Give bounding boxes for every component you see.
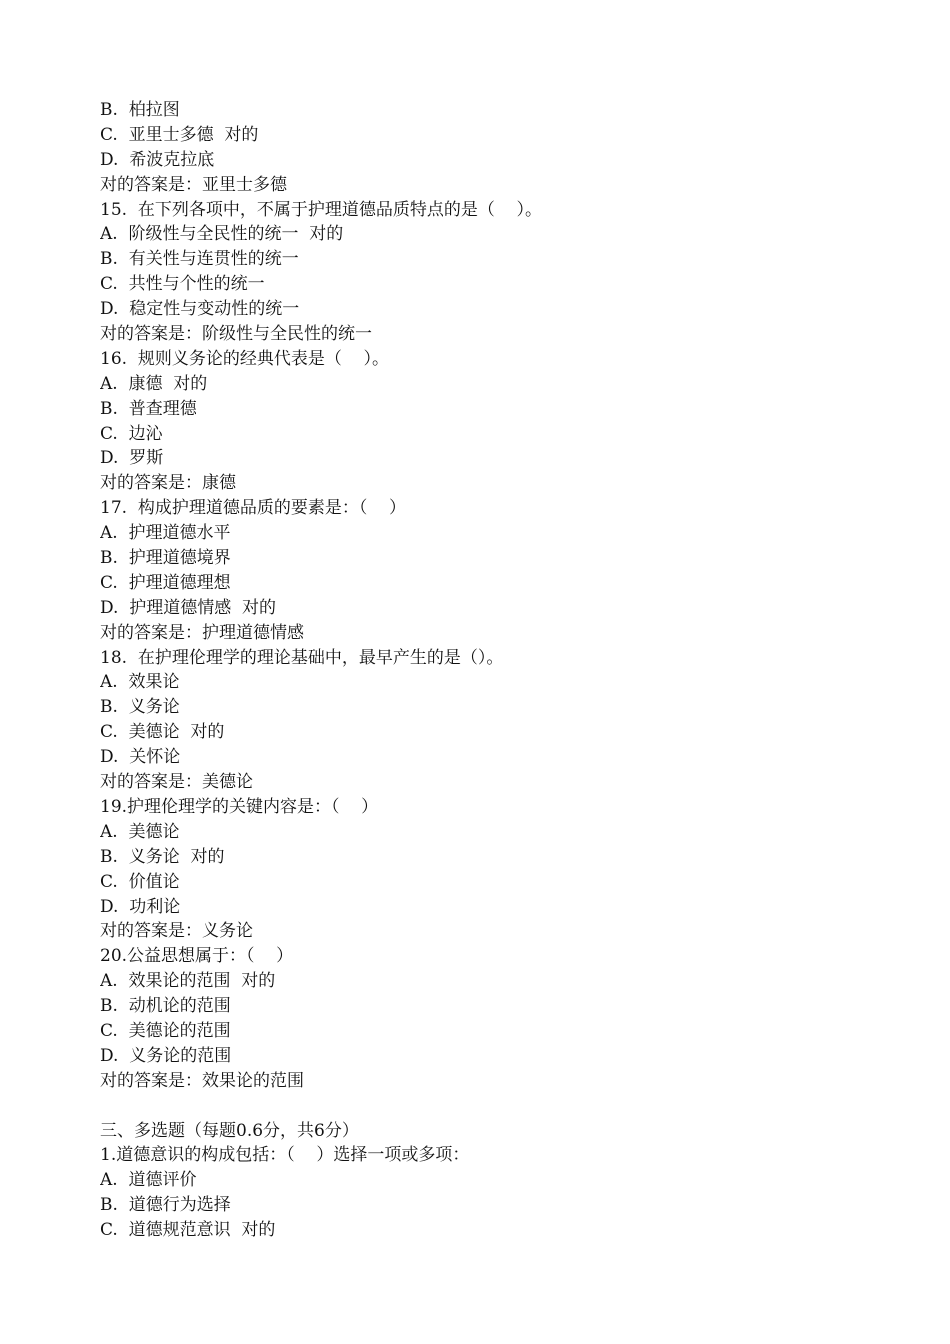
option-a-text: A. 效果论 (100, 672, 180, 693)
answer-text: 对的答案是：护理道德情感 (100, 622, 304, 643)
option-b-text: B. 动机论的范围 (100, 996, 231, 1017)
question-16: 16. 规则义务论的经典代表是（ ）。 (100, 348, 389, 369)
question-20: 20.公益思想属于：（ ） (100, 946, 294, 967)
option-c-text: C. 道德规范意识 对的 (100, 1220, 276, 1241)
option-d-text: D. 义务论的范围 (100, 1045, 232, 1066)
option-b-text: B. 柏拉图 (100, 100, 180, 120)
option-a-text: A. 道德评价 (100, 1170, 197, 1191)
option-d-text: D. 希波克拉底 (100, 149, 215, 170)
option-b-text: B. 普查理德 (100, 398, 197, 419)
answer-text: 对的答案是：阶级性与全民性的统一 (100, 324, 372, 345)
option-c-text: C. 价值论 (100, 871, 180, 892)
answer-text: 对的答案是：效果论的范围 (100, 1070, 304, 1091)
option-b-text: B. 护理道德境界 (100, 548, 231, 569)
answer-text: 对的答案是：亚里士多德 (100, 174, 287, 195)
option-c-text: C. 亚里士多德 对的 (100, 124, 259, 145)
option-a-text: A. 效果论的范围 对的 (100, 971, 276, 992)
option-b-text: B. 义务论 (100, 697, 180, 718)
question-17: 17. 构成护理道德品质的要素是：（ ） (100, 498, 406, 519)
question-1: 1.道德意识的构成包括：（ ）选择一项或多项： (100, 1145, 470, 1166)
option-c-text: C. 美德论 对的 (100, 722, 225, 743)
option-c-text: C. 护理道德理想 (100, 572, 231, 593)
answer-text: 对的答案是：康德 (100, 473, 236, 494)
answer-text: 对的答案是：美德论 (100, 772, 253, 793)
answer-text: 对的答案是：义务论 (100, 921, 253, 942)
option-a-text: A. 阶级性与全民性的统一 对的 (100, 224, 344, 245)
option-d-text: D. 功利论 (100, 896, 181, 917)
option-c-text: C. 边沁 (100, 423, 163, 444)
option-c-text: C. 共性与个性的统一 (100, 274, 265, 295)
question-18: 18. 在护理伦理学的理论基础中，最早产生的是（）。 (100, 647, 504, 668)
document-page (100, 98, 880, 1243)
option-b-text: B. 有关性与连贯性的统一 (100, 249, 299, 270)
option-b-text: B. 道德行为选择 (100, 1195, 231, 1216)
option-d-text: D. 稳定性与变动性的统一 (100, 299, 300, 320)
question-15: 15. 在下列各项中，不属于护理道德品质特点的是（ ）。 (100, 199, 542, 220)
option-a-text: A. 护理道德水平 (100, 523, 231, 544)
option-b-text: B. 义务论 对的 (100, 846, 225, 867)
option-c-text: C. 美德论的范围 (100, 1020, 231, 1041)
option-a-text: A. 康德 对的 (100, 373, 208, 394)
option-d-text: D. 关怀论 (100, 747, 181, 768)
section-spacer (100, 1094, 880, 1119)
section-heading: 三、多选题（每题0.6分，共6分） (100, 1120, 359, 1141)
option-d-text: D. 罗斯 (100, 448, 164, 469)
question-19: 19.护理伦理学的关键内容是：（ ） (100, 796, 379, 817)
option-a-text: A. 美德论 (100, 821, 180, 842)
option-d-text: D. 护理道德情感 对的 (100, 597, 277, 618)
